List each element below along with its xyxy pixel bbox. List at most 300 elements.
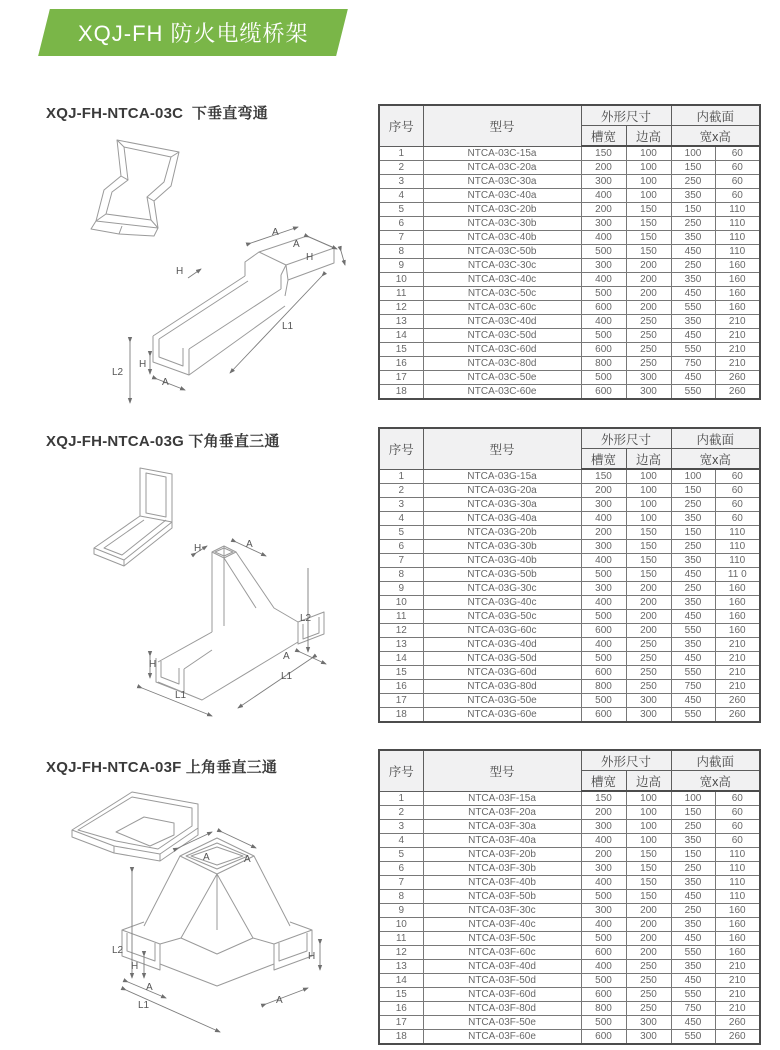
- table-cell: 110: [715, 848, 760, 862]
- dimension-label: A: [293, 239, 300, 250]
- col-header-outer-dims: 外形尺寸: [581, 105, 671, 126]
- table-cell: 250: [626, 960, 671, 974]
- dimension-label: H: [149, 659, 157, 670]
- table-cell: 350: [671, 834, 715, 848]
- table-cell: 60: [715, 498, 760, 512]
- col-header-outer-dims: 外形尺寸: [581, 428, 671, 449]
- table-cell: 3: [379, 820, 423, 834]
- table-row: [379, 259, 760, 273]
- table-row: [379, 329, 760, 343]
- table-cell: 12: [379, 301, 423, 315]
- banner-title: XQJ-FH 防火电缆桥架: [77, 21, 309, 46]
- table-cell: 110: [715, 876, 760, 890]
- table-cell: 60: [715, 146, 760, 161]
- table-cell: 160: [715, 301, 760, 315]
- small-isometric-view: [91, 140, 179, 236]
- table-cell: 400: [581, 273, 626, 287]
- table-cell: 450: [671, 890, 715, 904]
- table-cell: 200: [626, 273, 671, 287]
- table-cell: 250: [626, 357, 671, 371]
- table-cell: 150: [626, 231, 671, 245]
- col-header-side-height: 边高: [626, 449, 671, 470]
- table-cell: 160: [715, 932, 760, 946]
- technical-drawing-03c: [60, 130, 370, 410]
- table-cell: NTCA-03G-20a: [423, 484, 581, 498]
- table-row: [379, 484, 760, 498]
- table-cell: 500: [581, 652, 626, 666]
- table-cell: 110: [715, 526, 760, 540]
- table-cell: NTCA-03F-30a: [423, 820, 581, 834]
- table-row: [379, 146, 760, 161]
- dimension-label: A: [272, 227, 279, 238]
- table-row: [379, 245, 760, 259]
- table-cell: 500: [581, 974, 626, 988]
- table-cell: 18: [379, 708, 423, 723]
- table-cell: 10: [379, 596, 423, 610]
- table-cell: 200: [581, 806, 626, 820]
- table-cell: 110: [715, 890, 760, 904]
- table-cell: 600: [581, 988, 626, 1002]
- table-cell: 8: [379, 568, 423, 582]
- table-cell: NTCA-03C-30a: [423, 175, 581, 189]
- table-cell: 110: [715, 245, 760, 259]
- table-cell: 160: [715, 624, 760, 638]
- table-cell: 9: [379, 259, 423, 273]
- table-cell: 110: [715, 554, 760, 568]
- table-cell: 250: [626, 988, 671, 1002]
- table-cell: 300: [581, 820, 626, 834]
- table-row: [379, 638, 760, 652]
- section-title-03c: XQJ-FH-NTCA-03C 下垂直弯通: [46, 105, 268, 122]
- table-cell: NTCA-03C-40d: [423, 315, 581, 329]
- table-cell: 450: [671, 652, 715, 666]
- table-body-03f: [379, 791, 760, 1044]
- table-cell: 550: [671, 946, 715, 960]
- table-cell: 110: [715, 217, 760, 231]
- table-cell: 100: [626, 498, 671, 512]
- col-header-model: 型号: [423, 105, 581, 146]
- table-cell: 100: [626, 175, 671, 189]
- table-cell: 11: [379, 610, 423, 624]
- table-cell: NTCA-03C-80d: [423, 357, 581, 371]
- table-cell: 60: [715, 806, 760, 820]
- table-cell: 12: [379, 946, 423, 960]
- table-row: [379, 582, 760, 596]
- table-cell: 15: [379, 343, 423, 357]
- table-cell: 150: [626, 245, 671, 259]
- table-cell: NTCA-03C-40a: [423, 189, 581, 203]
- table-row: [379, 568, 760, 582]
- table-cell: 5: [379, 848, 423, 862]
- table-row: [379, 932, 760, 946]
- table-cell: NTCA-03G-40b: [423, 554, 581, 568]
- table-cell: 450: [671, 245, 715, 259]
- table-cell: 600: [581, 301, 626, 315]
- table-cell: 450: [671, 694, 715, 708]
- table-cell: 500: [581, 329, 626, 343]
- table-cell: NTCA-03C-60d: [423, 343, 581, 357]
- table-cell: 100: [671, 791, 715, 806]
- col-header-slot-width: 槽宽: [581, 771, 626, 792]
- table-cell: 210: [715, 329, 760, 343]
- table-cell: 500: [581, 245, 626, 259]
- table-row: [379, 175, 760, 189]
- table-cell: 11 0: [715, 568, 760, 582]
- table-cell: NTCA-03F-60e: [423, 1030, 581, 1045]
- table-cell: 110: [715, 203, 760, 217]
- table-row: [379, 791, 760, 806]
- dimension-label: H: [308, 951, 316, 962]
- table-row: [379, 890, 760, 904]
- table-cell: 60: [715, 834, 760, 848]
- table-cell: 250: [626, 666, 671, 680]
- table-cell: 200: [626, 301, 671, 315]
- col-header-width-x-height: 宽x高: [671, 126, 760, 147]
- table-cell: 400: [581, 231, 626, 245]
- table-cell: 250: [671, 498, 715, 512]
- table-cell: 150: [671, 526, 715, 540]
- table-row: [379, 806, 760, 820]
- table-cell: 17: [379, 694, 423, 708]
- table-cell: 350: [671, 231, 715, 245]
- table-row: [379, 596, 760, 610]
- table-cell: 200: [626, 596, 671, 610]
- table-cell: 13: [379, 315, 423, 329]
- table-cell: 250: [626, 974, 671, 988]
- table-cell: 150: [671, 806, 715, 820]
- table-cell: 550: [671, 343, 715, 357]
- table-cell: 300: [581, 259, 626, 273]
- table-cell: 1: [379, 146, 423, 161]
- table-cell: 600: [581, 666, 626, 680]
- col-header-inner-section: 内截面: [671, 428, 760, 449]
- table-cell: 200: [581, 848, 626, 862]
- table-row: [379, 680, 760, 694]
- table-cell: 300: [581, 862, 626, 876]
- table-cell: 450: [671, 287, 715, 301]
- table-cell: 60: [715, 189, 760, 203]
- table-cell: 300: [581, 540, 626, 554]
- table-cell: 450: [671, 1016, 715, 1030]
- table-cell: 800: [581, 680, 626, 694]
- table-cell: 550: [671, 385, 715, 400]
- table-cell: NTCA-03F-40a: [423, 834, 581, 848]
- table-cell: NTCA-03G-50d: [423, 652, 581, 666]
- table-cell: 300: [581, 498, 626, 512]
- table-cell: 160: [715, 287, 760, 301]
- table-cell: 110: [715, 231, 760, 245]
- table-cell: NTCA-03G-40d: [423, 638, 581, 652]
- table-cell: NTCA-03G-30c: [423, 582, 581, 596]
- table-cell: 18: [379, 385, 423, 400]
- table-cell: 6: [379, 217, 423, 231]
- table-row: [379, 1002, 760, 1016]
- table-row: [379, 666, 760, 680]
- table-row: [379, 203, 760, 217]
- table-cell: 150: [581, 791, 626, 806]
- table-cell: 550: [671, 1030, 715, 1045]
- dimensioned-view: [156, 543, 324, 700]
- table-cell: NTCA-03G-60e: [423, 708, 581, 723]
- table-cell: NTCA-03F-30b: [423, 862, 581, 876]
- table-cell: NTCA-03G-50e: [423, 694, 581, 708]
- technical-drawing-03g: [60, 460, 370, 730]
- table-cell: 550: [671, 988, 715, 1002]
- table-cell: 750: [671, 1002, 715, 1016]
- table-cell: 200: [626, 918, 671, 932]
- table-cell: 250: [671, 175, 715, 189]
- table-row: [379, 1016, 760, 1030]
- table-cell: 210: [715, 960, 760, 974]
- table-cell: 210: [715, 315, 760, 329]
- table-cell: 300: [581, 217, 626, 231]
- col-header-side-height: 边高: [626, 771, 671, 792]
- table-cell: 400: [581, 834, 626, 848]
- table-cell: 750: [671, 680, 715, 694]
- table-cell: 250: [626, 329, 671, 343]
- table-cell: 3: [379, 175, 423, 189]
- table-cell: NTCA-03G-40c: [423, 596, 581, 610]
- table-cell: NTCA-03F-20b: [423, 848, 581, 862]
- table-cell: 15: [379, 666, 423, 680]
- table-cell: 400: [581, 189, 626, 203]
- table-cell: 110: [715, 540, 760, 554]
- table-cell: NTCA-03C-50c: [423, 287, 581, 301]
- table-cell: 8: [379, 245, 423, 259]
- table-row: [379, 512, 760, 526]
- table-cell: 250: [626, 680, 671, 694]
- table-row: [379, 343, 760, 357]
- table-cell: NTCA-03C-30c: [423, 259, 581, 273]
- table-cell: 210: [715, 343, 760, 357]
- table-cell: 2: [379, 806, 423, 820]
- table-cell: 200: [581, 203, 626, 217]
- table-row: [379, 624, 760, 638]
- dimension-label: L1: [281, 671, 293, 682]
- table-cell: 6: [379, 862, 423, 876]
- technical-drawing-03f: [60, 780, 370, 1042]
- table-cell: 250: [671, 582, 715, 596]
- table-cell: NTCA-03F-20a: [423, 806, 581, 820]
- table-cell: 150: [671, 203, 715, 217]
- table-cell: NTCA-03G-30b: [423, 540, 581, 554]
- table-cell: 14: [379, 329, 423, 343]
- table-cell: 450: [671, 974, 715, 988]
- table-cell: 60: [715, 512, 760, 526]
- table-cell: 200: [581, 484, 626, 498]
- small-isometric-view: [94, 468, 172, 566]
- col-header-model: 型号: [423, 750, 581, 791]
- table-cell: 260: [715, 385, 760, 400]
- table-cell: 250: [671, 820, 715, 834]
- table-cell: 300: [581, 904, 626, 918]
- table-cell: 260: [715, 708, 760, 723]
- col-header-side-height: 边高: [626, 126, 671, 147]
- table-cell: 210: [715, 1002, 760, 1016]
- dimension-label: L1: [138, 1000, 150, 1011]
- table-row: [379, 834, 760, 848]
- table-cell: NTCA-03C-40b: [423, 231, 581, 245]
- table-cell: 2: [379, 161, 423, 175]
- dimension-label: H: [139, 359, 147, 370]
- drawing-03g-svg: [60, 460, 370, 730]
- table-cell: 750: [671, 357, 715, 371]
- table-cell: 200: [581, 161, 626, 175]
- dimension-label: L2: [300, 613, 312, 624]
- table-cell: NTCA-03G-15a: [423, 469, 581, 484]
- table-cell: 400: [581, 918, 626, 932]
- table-cell: 350: [671, 273, 715, 287]
- table-cell: 60: [715, 175, 760, 189]
- dimension-label: L1: [282, 321, 294, 332]
- table-cell: 800: [581, 357, 626, 371]
- table-cell: 450: [671, 610, 715, 624]
- table-row: [379, 904, 760, 918]
- table-cell: 210: [715, 357, 760, 371]
- table-cell: 100: [626, 469, 671, 484]
- table-cell: NTCA-03G-60d: [423, 666, 581, 680]
- table-cell: 400: [581, 554, 626, 568]
- table-cell: 160: [715, 610, 760, 624]
- table-cell: NTCA-03C-20b: [423, 203, 581, 217]
- table-cell: NTCA-03G-50b: [423, 568, 581, 582]
- table-cell: 250: [671, 259, 715, 273]
- table-cell: 300: [581, 582, 626, 596]
- table-cell: NTCA-03F-50d: [423, 974, 581, 988]
- table-cell: 10: [379, 918, 423, 932]
- table-cell: 200: [626, 610, 671, 624]
- table-cell: 350: [671, 638, 715, 652]
- table-cell: 150: [626, 526, 671, 540]
- table-cell: 600: [581, 708, 626, 723]
- table-cell: 400: [581, 960, 626, 974]
- table-cell: 13: [379, 638, 423, 652]
- table-cell: 7: [379, 876, 423, 890]
- col-header-no: 序号: [379, 750, 423, 791]
- table-cell: 250: [671, 217, 715, 231]
- table-cell: 300: [626, 1016, 671, 1030]
- table-cell: 160: [715, 259, 760, 273]
- drawing-03c-svg: [60, 130, 370, 410]
- table-cell: 150: [626, 862, 671, 876]
- table-cell: NTCA-03G-80d: [423, 680, 581, 694]
- table-cell: 16: [379, 1002, 423, 1016]
- table-cell: NTCA-03C-15a: [423, 146, 581, 161]
- table-cell: 3: [379, 498, 423, 512]
- table-row: [379, 526, 760, 540]
- table-cell: 600: [581, 624, 626, 638]
- table-cell: 160: [715, 582, 760, 596]
- table-cell: 160: [715, 946, 760, 960]
- table-cell: 600: [581, 385, 626, 400]
- table-cell: 450: [671, 932, 715, 946]
- col-header-model: 型号: [423, 428, 581, 469]
- table-cell: 200: [626, 287, 671, 301]
- table-cell: 250: [626, 315, 671, 329]
- dimension-label: L2: [112, 367, 124, 378]
- table-cell: NTCA-03F-40d: [423, 960, 581, 974]
- table-cell: 14: [379, 974, 423, 988]
- section-title-03g: XQJ-FH-NTCA-03G 下角垂直三通: [46, 433, 280, 450]
- col-header-no: 序号: [379, 428, 423, 469]
- table-cell: 5: [379, 526, 423, 540]
- table-cell: 6: [379, 540, 423, 554]
- table-cell: NTCA-03C-60c: [423, 301, 581, 315]
- table-cell: 250: [671, 904, 715, 918]
- table-cell: NTCA-03F-50b: [423, 890, 581, 904]
- table-cell: 500: [581, 568, 626, 582]
- spec-table-03c: [378, 104, 761, 400]
- table-cell: 400: [581, 638, 626, 652]
- table-cell: 260: [715, 1016, 760, 1030]
- col-header-width-x-height: 宽x高: [671, 771, 760, 792]
- table-cell: 200: [626, 624, 671, 638]
- table-cell: 200: [626, 904, 671, 918]
- table-cell: 350: [671, 512, 715, 526]
- table-cell: NTCA-03G-20b: [423, 526, 581, 540]
- table-cell: NTCA-03G-40a: [423, 512, 581, 526]
- table-row: [379, 946, 760, 960]
- dimensioned-view: [122, 838, 312, 986]
- table-cell: 160: [715, 904, 760, 918]
- col-header-inner-section: 内截面: [671, 750, 760, 771]
- table-cell: 60: [715, 820, 760, 834]
- table-cell: 450: [671, 371, 715, 385]
- table-cell: 550: [671, 624, 715, 638]
- table-row: [379, 708, 760, 723]
- table-cell: 350: [671, 596, 715, 610]
- table-cell: 100: [626, 806, 671, 820]
- table-cell: 300: [581, 175, 626, 189]
- table-cell: 250: [626, 638, 671, 652]
- table-cell: 200: [626, 946, 671, 960]
- table-cell: 9: [379, 582, 423, 596]
- table-cell: 160: [715, 918, 760, 932]
- table-row: [379, 189, 760, 203]
- table-cell: 250: [626, 652, 671, 666]
- table-row: [379, 988, 760, 1002]
- dimension-lines: [126, 832, 320, 1032]
- table-row: [379, 540, 760, 554]
- table-cell: 210: [715, 666, 760, 680]
- table-cell: 4: [379, 189, 423, 203]
- table-cell: 150: [626, 568, 671, 582]
- table-cell: NTCA-03C-20a: [423, 161, 581, 175]
- table-cell: 100: [626, 820, 671, 834]
- table-cell: 200: [581, 526, 626, 540]
- table-cell: 450: [671, 329, 715, 343]
- table-cell: 16: [379, 680, 423, 694]
- table-cell: 600: [581, 946, 626, 960]
- dimension-label: A: [244, 854, 251, 865]
- table-cell: 4: [379, 834, 423, 848]
- table-cell: 450: [671, 568, 715, 582]
- table-row: [379, 469, 760, 484]
- col-header-width-x-height: 宽x高: [671, 449, 760, 470]
- table-row: [379, 301, 760, 315]
- table-cell: 500: [581, 890, 626, 904]
- table-cell: 100: [626, 484, 671, 498]
- table-cell: 100: [626, 834, 671, 848]
- dimension-label: L1: [175, 690, 187, 701]
- table-row: [379, 231, 760, 245]
- table-cell: 400: [581, 876, 626, 890]
- table-cell: 60: [715, 161, 760, 175]
- table-cell: NTCA-03C-50d: [423, 329, 581, 343]
- table-cell: 15: [379, 988, 423, 1002]
- spec-table-03f: [378, 749, 761, 1045]
- table-cell: NTCA-03C-60e: [423, 385, 581, 400]
